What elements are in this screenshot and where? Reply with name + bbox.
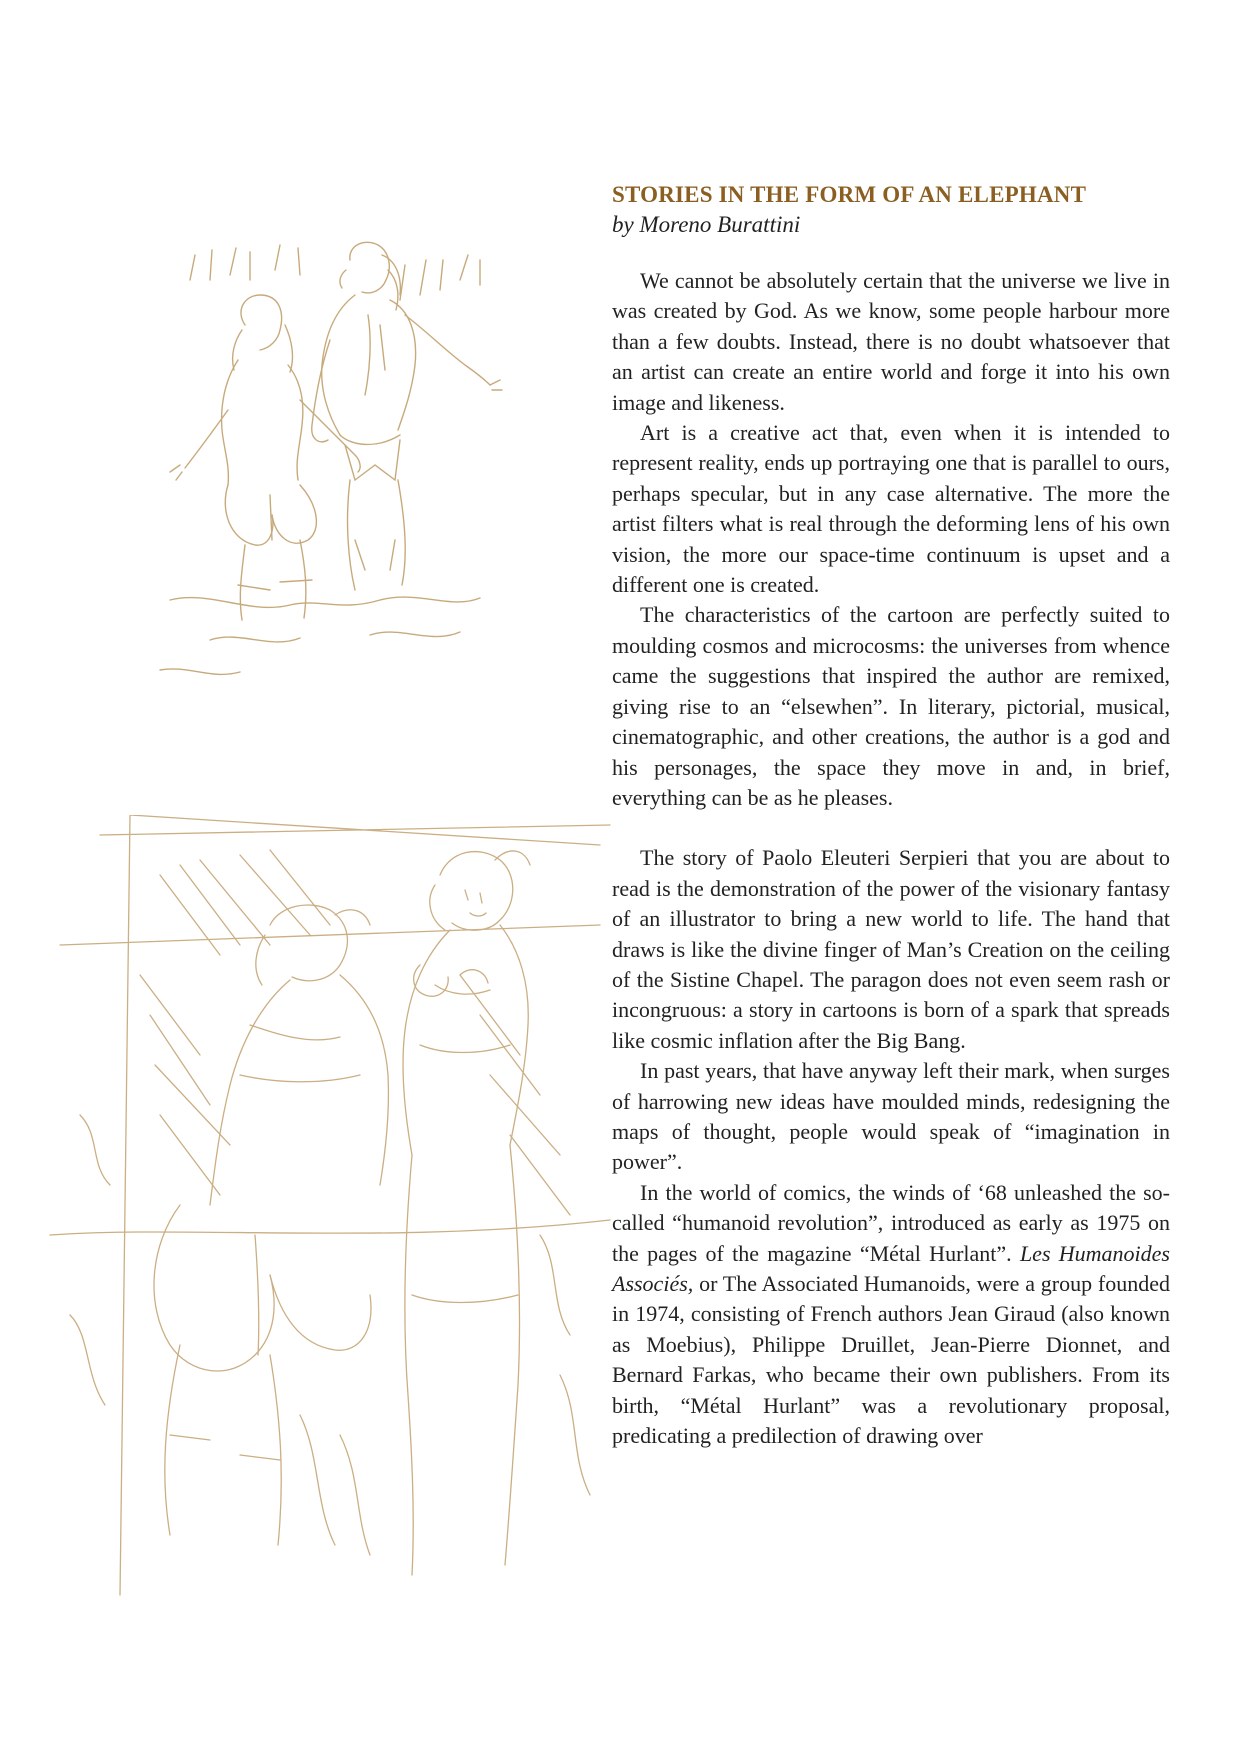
paragraph-text: or The Associated Humanoids, were a group founded in 1974, consisting of French authors Jean Giraud (also known as Moebius), Philippe Druillet, Jean-Pierre Dionnet, and Bernard Farkas, who became their own publishers. From its birth, “Métal Hurlant” was a revolutionary proposal, predicating a predilection of drawing over — [612, 1271, 1170, 1449]
paragraph-text: In the world of comics, the winds of ‘68 unleashed the so-called “humanoid revolution”, introduced as early as 1975 on the pages of the magazine “Métal Hurlant”. — [612, 1179, 1170, 1266]
paragraph: The story of Paolo Eleuteri Serpieri that you are about to read is the demonstration of the power of the visionary fantasy of an illustrator to bring a new world to life. The hand that draws is like the divine finger of Man’s Creation on the ceiling of the Sistine Chapel. The paragon does not even seem rash or incongruous: a story in cartoons is born of a spark that spreads like cosmic inflation after the Big Bang. — [612, 845, 1170, 1053]
paragraph: The characteristics of the cartoon are perfectly suited to moulding cosmos and microcosms: the universes from whence came the suggestions that inspired the author are remixed, giving rise to an “elsewhen”. In literary, pictorial, musical, cinematographic, and other creations, the author is a god and his personages, the space they move in and, in brief, everything can be as he pleases. — [612, 602, 1170, 810]
sketch-two-figures-walking — [150, 240, 570, 710]
article-title: STORIES IN THE FORM OF AN ELEPHANT — [612, 182, 1087, 207]
paragraph: Art is a creative act that, even when it is intended to represent reality, ends up portraying one that is parallel to ours, perhaps specular, but in any case alternative. The more the artist filters what is real through the deforming lens of his own vision, the more our space-time continuum is upset and a different one is created. — [612, 420, 1170, 598]
sketch-two-figures-embracing — [40, 815, 620, 1605]
section-gap — [612, 813, 1170, 843]
paragraph: We cannot be absolutely certain that the universe we live in was created by God. As we know, some people harbour more than a few doubts. Instead, there is no doubt whatsoever that an artist can create an entire world and forge it into his own image and likeness. — [612, 268, 1170, 415]
article — [612, 180, 1170, 1451]
article-byline: by Moreno Burattini — [612, 212, 801, 237]
paragraph-last — [612, 1178, 1170, 1452]
paragraph: In past years, that have anyway left their mark, when surges of harrowing new ideas have moulded minds, redesigning the maps of thought, people would speak of “imagination in power”. — [612, 1058, 1170, 1175]
italic-publisher-name: Les Humanoides Associés, — [612, 1240, 1170, 1296]
